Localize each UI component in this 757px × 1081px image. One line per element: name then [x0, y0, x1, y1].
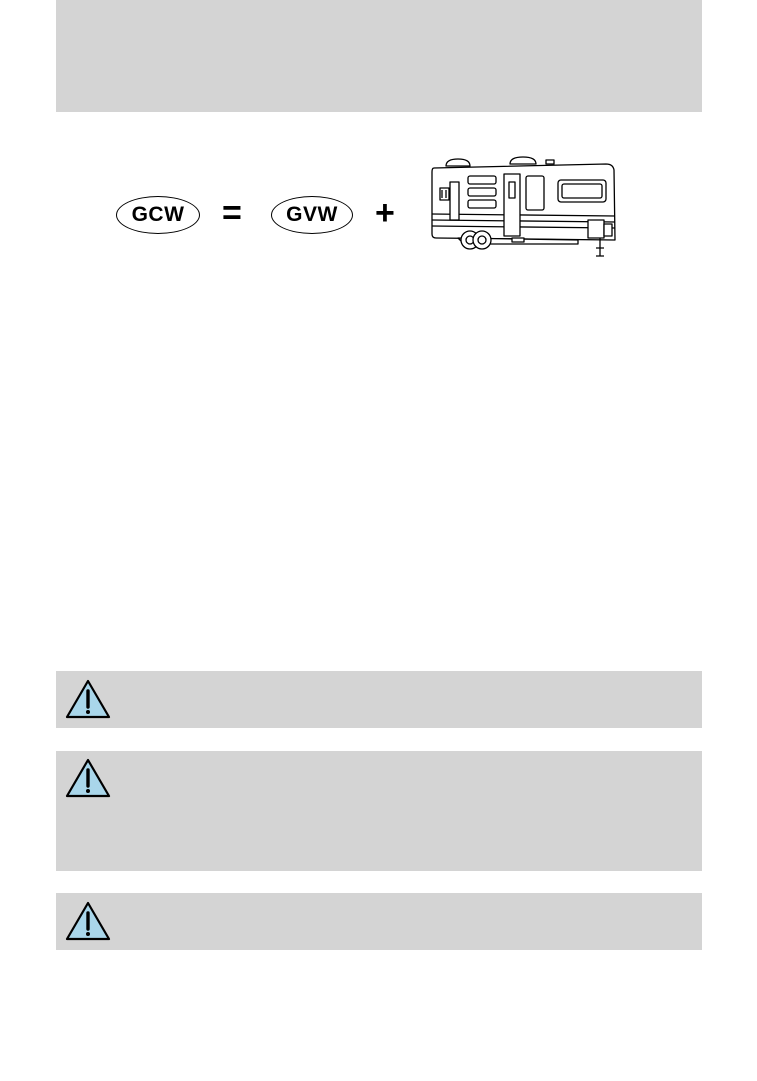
- equals-sign: =: [222, 194, 242, 232]
- plus-sign: +: [375, 194, 395, 232]
- gvw-oval-label: GVW: [271, 196, 353, 234]
- warning-triangle-icon: [64, 757, 112, 799]
- warning-triangle-icon: [64, 900, 112, 942]
- warning-box-1: [56, 671, 702, 728]
- header-band: [56, 0, 702, 112]
- gcw-oval-label: GCW: [116, 196, 200, 234]
- gcw-formula-illustration: [0, 150, 757, 265]
- warning-box-3: [56, 893, 702, 950]
- travel-trailer-illustration: [428, 152, 624, 260]
- warning-triangle-icon: [64, 678, 112, 720]
- warning-box-2: [56, 751, 702, 871]
